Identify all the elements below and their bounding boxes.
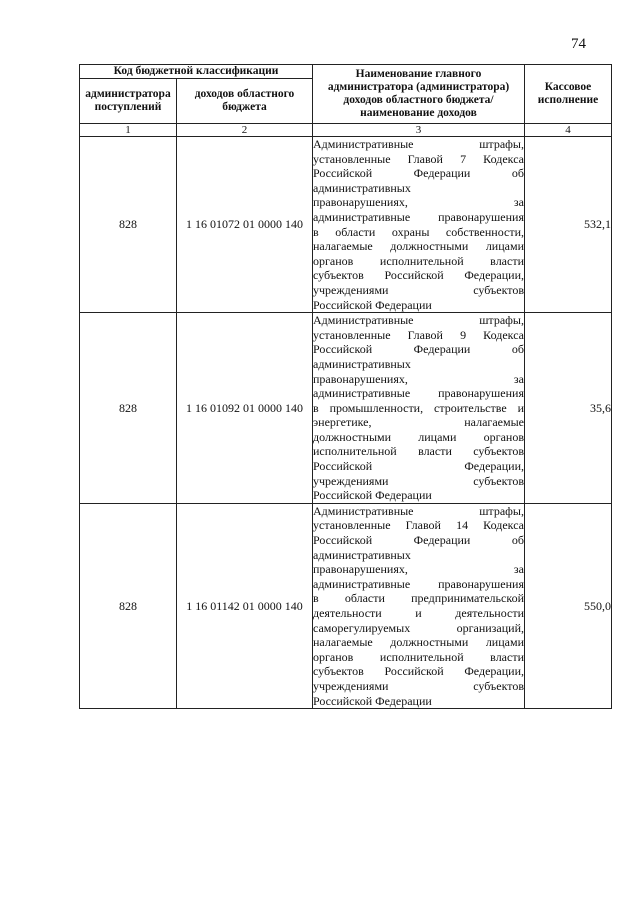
- income-name-line: установленные Главой 9 Кодекса: [313, 327, 524, 342]
- income-name-line: в области охраны собственности,: [313, 224, 524, 239]
- income-name-line: в области предпринимательской: [313, 591, 524, 606]
- column-number: 4: [525, 124, 612, 137]
- income-name-line: Российской Федерации: [313, 488, 432, 503]
- amount-cell: 35,6: [525, 313, 612, 504]
- income-name-line: правонарушениях, за: [313, 371, 524, 386]
- income-code-cell: 1 16 01092 01 0000 140: [177, 313, 313, 504]
- income-name-line: Административные штрафы,: [313, 137, 524, 151]
- column-number: 3: [313, 124, 525, 137]
- income-name-line: административные правонарушения: [313, 576, 524, 591]
- income-name-line: установленные Главой 7 Кодекса: [313, 151, 524, 166]
- income-name-line: административные правонарушения: [313, 386, 524, 401]
- column-number: 1: [80, 124, 177, 137]
- budget-table: [79, 64, 612, 709]
- header-budget-classification-code: Код бюджетной классификации: [80, 65, 313, 79]
- income-name-line: Российской Федерации: [313, 297, 432, 312]
- income-code-cell: 1 16 01142 01 0000 140: [177, 503, 313, 708]
- income-name-line: Российской Федерации об: [313, 166, 524, 181]
- income-name-line: Российской Федерации об: [313, 342, 524, 357]
- income-name-line: органов исполнительной власти: [313, 253, 524, 268]
- column-number-row: [80, 124, 612, 137]
- income-name-line: органов исполнительной власти: [313, 649, 524, 664]
- income-name-line: Российской Федерации об: [313, 533, 524, 548]
- amount-cell: 550,0: [525, 503, 612, 708]
- table-row: [80, 503, 612, 708]
- header-admin-column: администратора поступлений: [80, 79, 177, 124]
- income-name-line: административные правонарушения: [313, 209, 524, 224]
- page-number: 74: [571, 36, 586, 52]
- income-name-line: правонарушениях, за: [313, 195, 524, 210]
- table-row: [80, 137, 612, 313]
- header-income-column: доходов областного бюджета: [177, 79, 313, 124]
- admin-code-cell: 828: [80, 503, 177, 708]
- admin-code-cell: 828: [80, 137, 177, 313]
- income-name-line: исполнительной власти субъектов: [313, 444, 524, 459]
- header-amount-column: Кассовое исполнение: [525, 65, 612, 124]
- income-name-line: энергетике, налагаемые: [313, 415, 524, 430]
- income-name-line: в промышленности, строительстве и: [313, 400, 524, 415]
- income-name-line: Административные штрафы,: [313, 503, 524, 518]
- income-name-line: учреждениями субъектов: [313, 473, 524, 488]
- income-name-line: административных: [313, 356, 411, 371]
- income-name-line: налагаемые должностными лицами: [313, 635, 524, 650]
- income-name-line: учреждениями субъектов: [313, 678, 524, 693]
- header-name-column: Наименование главного администратора (администратора) доходов областного бюджета/ наименование доходов: [313, 65, 525, 124]
- income-name-line: саморегулируемых организаций,: [313, 620, 524, 635]
- income-name-line: должностными лицами органов: [313, 429, 524, 444]
- income-name-line: Административные штрафы,: [313, 313, 524, 328]
- income-name-line: административных: [313, 180, 411, 195]
- table-row: [80, 313, 612, 504]
- income-name-line: субъектов Российской Федерации,: [313, 268, 524, 283]
- income-name-line: административных: [313, 547, 411, 562]
- income-name-line: Российской Федерации: [313, 693, 432, 708]
- income-name-line: налагаемые должностными лицами: [313, 239, 524, 254]
- income-name-line: учреждениями субъектов: [313, 282, 524, 297]
- admin-code-cell: 828: [80, 313, 177, 504]
- income-name-line: Российской Федерации,: [313, 459, 524, 474]
- income-name-cell: [313, 137, 525, 313]
- income-name-line: правонарушениях, за: [313, 562, 524, 577]
- income-name-cell: [313, 313, 525, 504]
- amount-cell: 532,1: [525, 137, 612, 313]
- income-code-cell: 1 16 01072 01 0000 140: [177, 137, 313, 313]
- income-name-cell: [313, 503, 525, 708]
- income-name-line: деятельности и деятельности: [313, 606, 524, 620]
- column-number: 2: [177, 124, 313, 137]
- income-name-line: установленные Главой 14 Кодекса: [313, 518, 524, 533]
- income-name-line: субъектов Российской Федерации,: [313, 664, 524, 679]
